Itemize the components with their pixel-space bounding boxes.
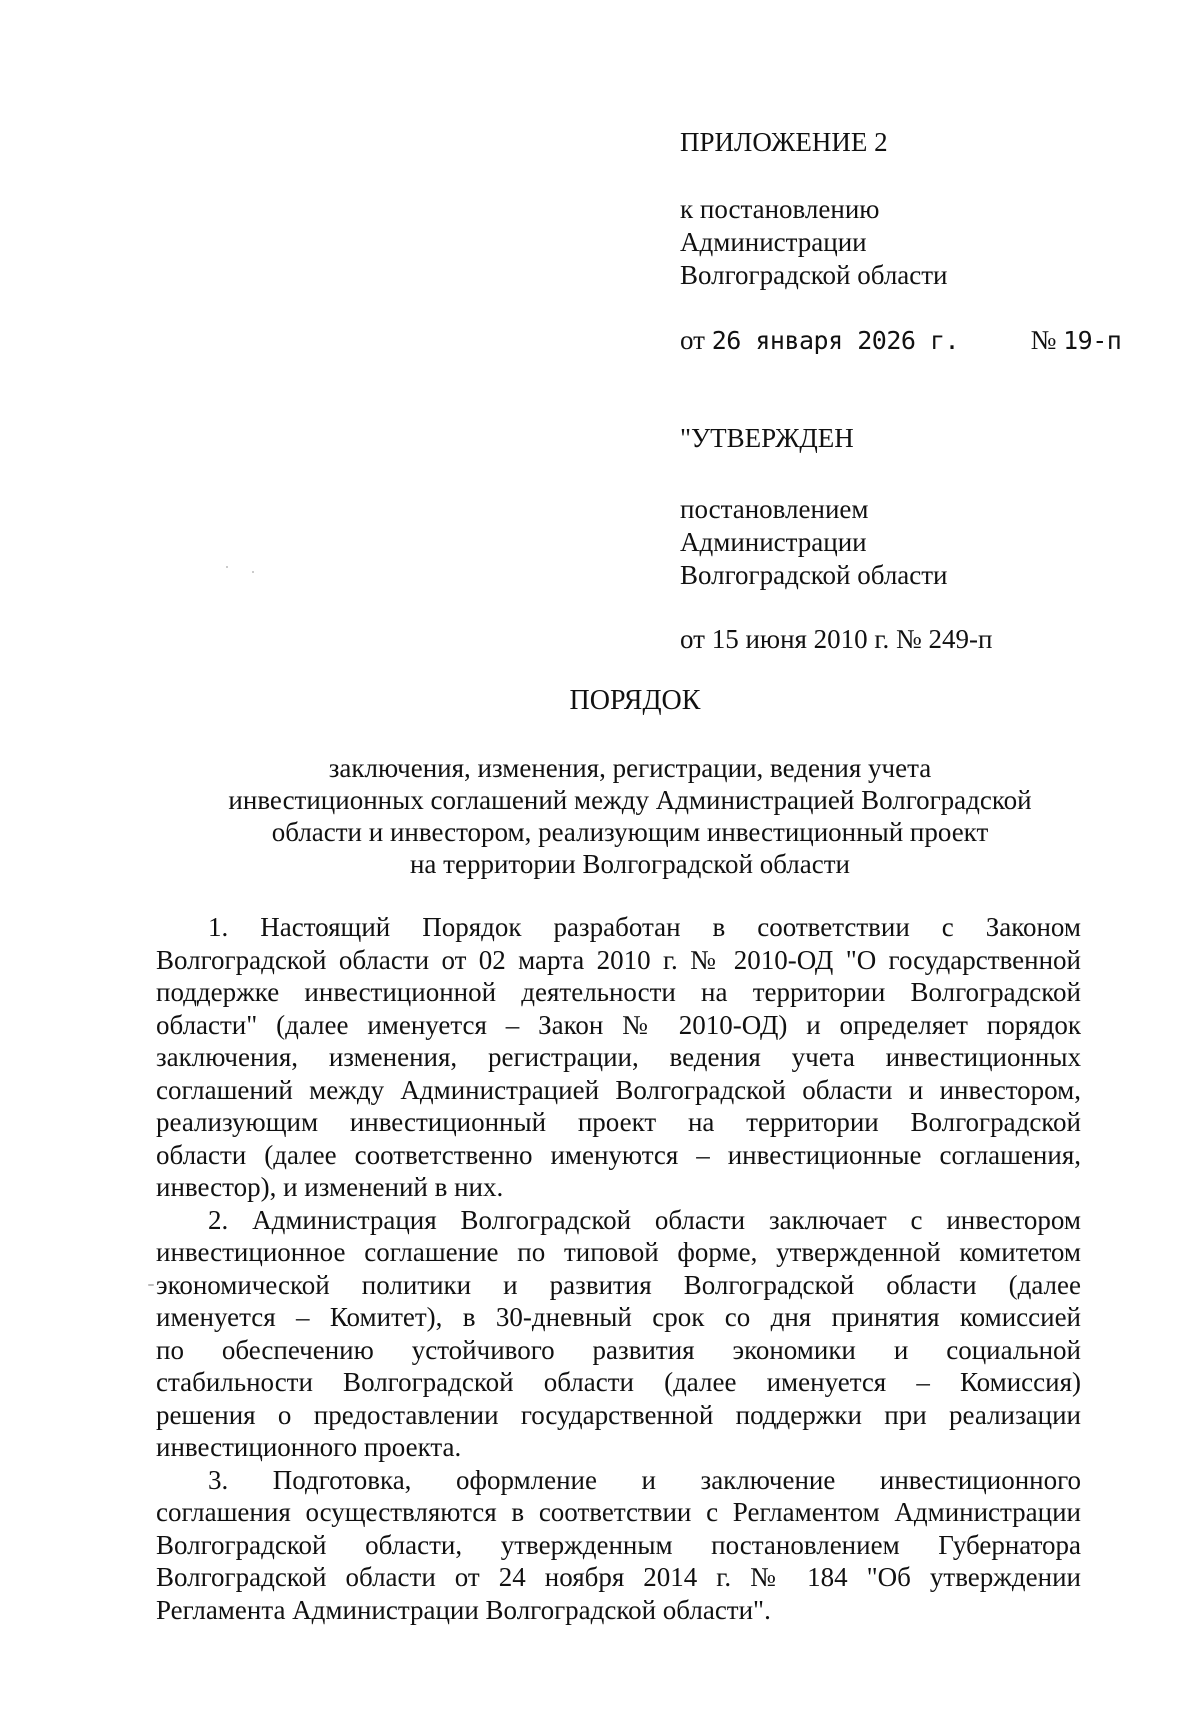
approved-by (680, 493, 1140, 592)
paragraph-line: 1. Настоящий Порядок разработан в соответствии с Законом (208, 912, 1081, 942)
paragraph-line: соглашений между Администрацией Волгоградской области и инвестором, (156, 1074, 1081, 1105)
paragraph-line: 2. Администрация Волгоградской области заключает с инвестором (208, 1204, 1081, 1235)
subtitle-line: области и инвестором, реализующим инвестиционный проект (271, 817, 989, 847)
subtitle-line: заключения, изменения, регистрации, ведения учета (328, 753, 932, 783)
attachment-reference-line: Волгоградской области (680, 260, 948, 290)
subtitle-line: на территории Волгоградской области (409, 849, 850, 879)
paragraph-line: по обеспечению устойчивого развития экономики и социальной (156, 1334, 1081, 1365)
paragraph-line: области (далее соответственно именуются – инвестиционные соглашения, (156, 1139, 1081, 1170)
paragraph-line: Волгоградской области от 02 марта 2010 г. № 2010-ОД "О государственной (156, 944, 1081, 975)
paragraph-line: решения о предоставлении государственной поддержки при реализации (156, 1399, 1081, 1430)
approved-by-line: Волгоградской области (680, 560, 948, 590)
approved-by-line: постановлением (680, 494, 869, 524)
attachment-reference-line: к постановлению (680, 194, 880, 224)
document-subtitle (150, 752, 1110, 880)
paragraph-2 (156, 1204, 1081, 1464)
paragraph-line: именуется – Комитет), в 30-дневный срок со дня принятия комиссией (156, 1302, 1081, 1332)
number-value: 19-п (1063, 326, 1122, 355)
scan-speck (148, 1284, 154, 1286)
paragraph-line: области" (далее именуется – Закон № 2010-ОД) и определяет порядок (156, 1009, 1081, 1040)
attachment-reference (680, 193, 1140, 292)
date-prefix: от (680, 325, 705, 355)
approved-date (680, 623, 1140, 656)
date-value: 26 января 2026 г. (711, 326, 960, 355)
attachment-date-number (680, 324, 1140, 357)
document-title: ПОРЯДОК (569, 685, 701, 716)
paragraph-line: инвестор), и изменений в них. (156, 1172, 504, 1202)
paragraph-line: стабильности Волгоградской области (далее именуется – Комиссия) (156, 1367, 1081, 1397)
paragraph-line: Регламента Администрации Волгоградской области". (156, 1594, 771, 1625)
paragraph-line: Волгоградской области от 24 ноября 2014 г. № 184 "Об утверждении (156, 1562, 1081, 1592)
paragraph-line: 3. Подготовка, оформление и заключение инвестиционного (208, 1464, 1081, 1495)
paragraph-line: Волгоградской области, утвержденным постановлением Губернатора (156, 1529, 1081, 1560)
number-sign: № (1030, 325, 1057, 355)
attachment-title (680, 126, 1140, 159)
paragraph-line: инвестиционное соглашение по типовой форме, утвержденной комитетом (156, 1237, 1081, 1267)
attachment-title-text: ПРИЛОЖЕНИЕ 2 (680, 127, 888, 157)
subtitle-line: инвестиционных соглашений между Администрацией Волгоградской (228, 785, 1032, 815)
paragraph-line: поддержке инвестиционной деятельности на территории Волгоградской (156, 977, 1081, 1007)
paragraph-line: соглашения осуществляются в соответствии с Регламентом Администрации (156, 1497, 1081, 1527)
document-body (156, 911, 1081, 1626)
paragraph-line: заключения, изменения, регистрации, ведения учета инвестиционных (156, 1042, 1081, 1072)
approved-by-line: Администрации (680, 527, 867, 557)
approved-title-text: "УТВЕРЖДЕН (680, 423, 854, 453)
paragraph-line: реализующим инвестиционный проект на территории Волгоградской (156, 1107, 1081, 1137)
paragraph-3 (156, 1464, 1081, 1627)
paragraph-line: экономической политики и развития Волгоградской области (далее (156, 1269, 1081, 1300)
approved-date-text: от 15 июня 2010 г. № 249-п (680, 624, 993, 654)
scan-speck (226, 566, 228, 568)
paragraph-line: инвестиционного проекта. (156, 1432, 462, 1462)
paragraph-1 (156, 911, 1081, 1204)
attachment-reference-line: Администрации (680, 227, 867, 257)
approved-title (680, 422, 1140, 455)
scan-speck (252, 571, 254, 573)
